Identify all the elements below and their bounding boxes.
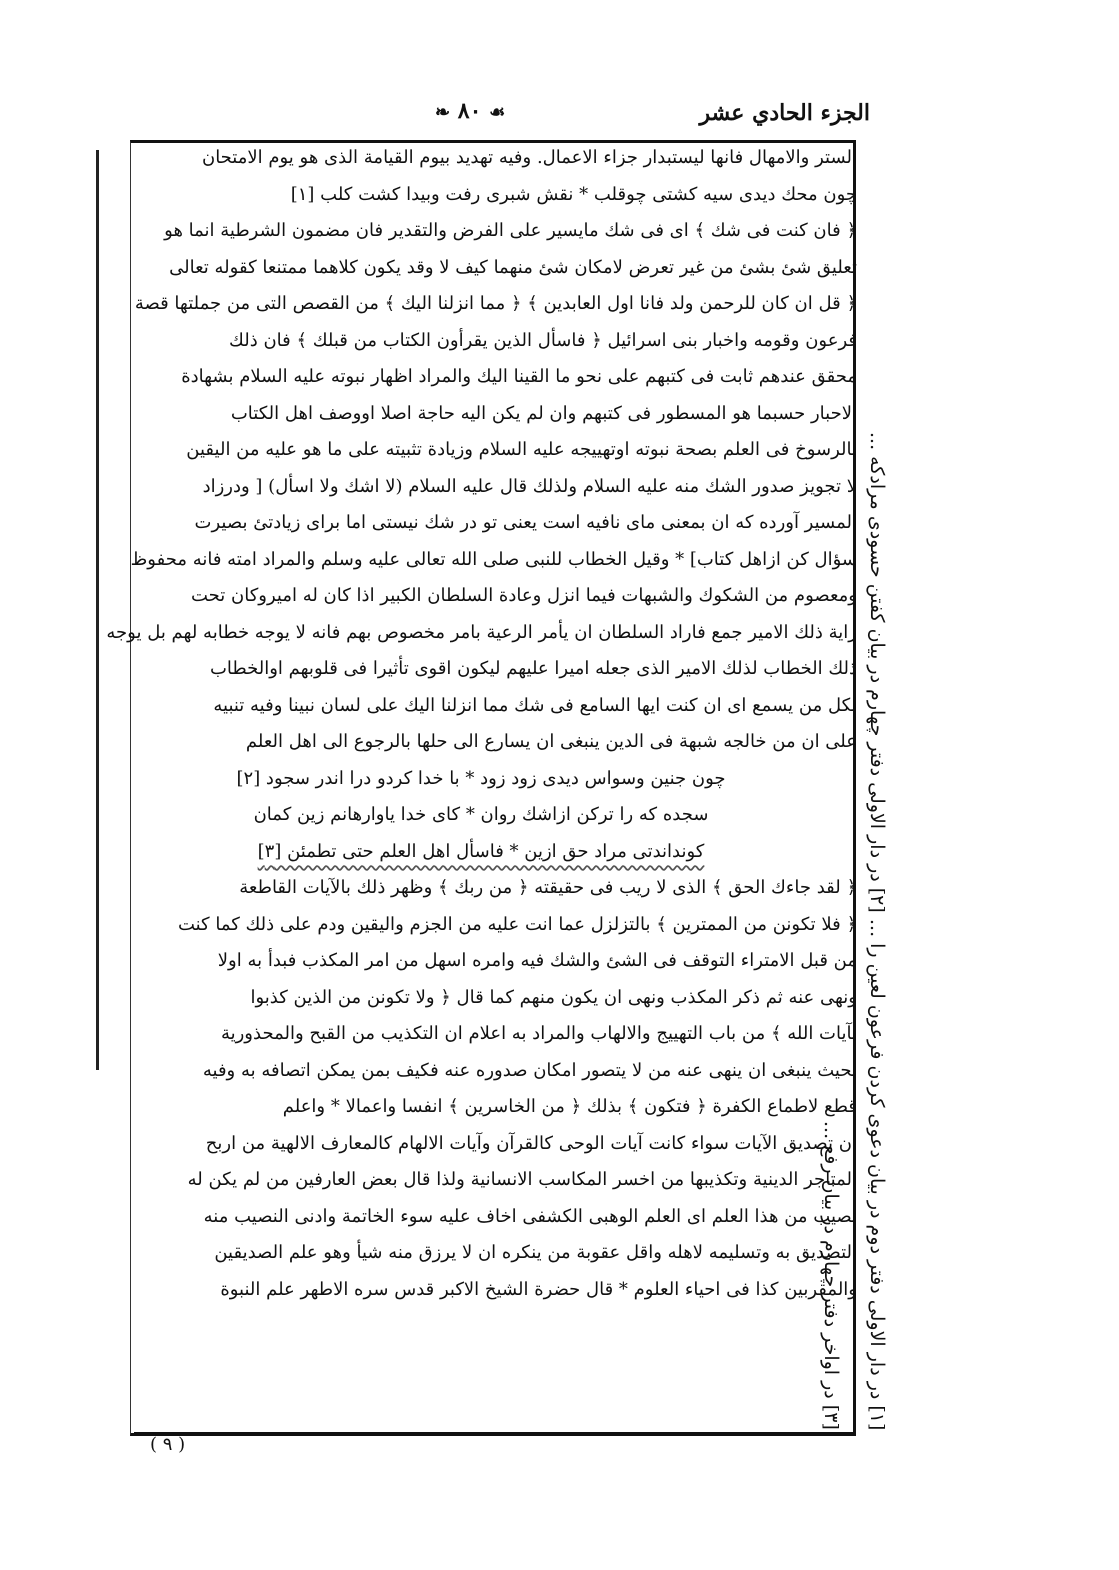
text-line: الاحبار حسبما هو المسطور فى كتبهم وان لم يكن اليه حاجة اصلا اووصف اهل الكتاب <box>230 402 857 424</box>
text-line: قطع لاطماع الكفرة ﴿ فتكون ﴾ بذلك ﴿ من الخاسرين ﴾ انفسا واعمالا * واعلم <box>282 1096 857 1117</box>
text-section-1 <box>106 140 857 761</box>
text-line: ذلك الخطاب لذلك الامير الذى جعله اميرا عليهم ليكون اقوى تأثيرا فى قلوبهم اوالخطاب <box>209 658 857 679</box>
text-line: ان تصديق الآيات سواء كانت آيات الوحى كالقرآن وآيات الالهام كالمعارف الالهية من اربح <box>205 1132 857 1154</box>
text-line: بالرسوخ فى العلم بصحة نبوته اوتهييجه عليه السلام وزيادة تثبيته على ما هو عليه من اليقين <box>186 439 857 460</box>
part-title: الجزء الحادي عشر <box>699 100 870 126</box>
margin-notes <box>820 150 900 1430</box>
text-line: ونهى عنه ثم ذكر المكذب ونهى ان يكون منهم كما قال ﴿ ولا تكونن من الذين كذبوا <box>250 986 857 1008</box>
text-line: سؤال كن ازاهل كتاب] * وقيل الخطاب للنبى صلى الله تعالى عليه وسلم والمراد امته فانه محفوظ <box>130 548 857 570</box>
text-line: ﴿ قل ان كان للرحمن ولد فانا اول العابدين ﴾ ﴿ مما انزلنا اليك ﴾ من القصص التى من جملتها قصة <box>134 293 857 314</box>
text-line: فرعون وقومه واخبار بنى اسرائيل ﴿ فاسأل الذين يقرأون الكتاب من قبلك ﴾ فان ذلك <box>229 329 857 351</box>
left-margin-rule <box>96 150 99 1070</box>
text-line: من قبل الامتراء التوقف فى الشئ والشك فيه وامره اسهل من امر المكذب فبدأ به اولا <box>217 950 857 971</box>
text-line: لا تجويز صدور الشك منه عليه السلام ولذلك قال عليه السلام (لا اشك ولا اسأل) [ ودرزاد <box>202 475 857 497</box>
text-line: بآيات الله ﴾ من باب التهييج والالهاب والمراد به اعلام ان التكذيب من القبح والمحذورية <box>220 1023 857 1044</box>
page-number: ٨٠ <box>457 98 482 124</box>
ornament-right-icon: ☙ <box>489 102 506 123</box>
signature-mark: ( ٩ ) <box>150 1434 186 1455</box>
text-line: والمقربين كذا فى احياء العلوم * قال حضرة الشيخ الاكبر قدس سره الاطهر علم النبوة <box>220 1278 857 1300</box>
text-line: المتاجر الدينية وتكذيبها من اخسر المكاسب الانسانية ولذا قال بعض العارفين من لم يكن له <box>187 1169 857 1190</box>
verse-section <box>165 761 857 871</box>
running-header <box>150 100 870 136</box>
text-line: التصديق به وتسليمه لاهله واقل عقوبة من ينكره ان لا يرزق منه شيأ وهو علم الصديقين <box>214 1242 857 1263</box>
text-line: الستر والامهال فانها ليستبدار جزاء الاعمال. وفيه تهديد بيوم القيامة الذى هو يوم الامتحان <box>201 147 857 168</box>
text-line: على ان من خالجه شبهة فى الدين ينبغى ان يسارع الى حلها بالرجوع الى اهل العلم <box>245 731 857 752</box>
margin-note-3: [٣] در اواخر دفتر چهارم در بيان رفع ... <box>820 1121 842 1430</box>
text-line: المسير آورده كه ان بمعنى ماى نافيه است يعنى تو در شك نيستى اما براى زيادتئ بصيرت <box>194 512 857 533</box>
ornament-left-icon: ❧ <box>435 102 451 123</box>
text-line: راية ذلك الامير جمع فاراد السلطان ان يأمر الرعية بامر مخصوص بهم فانه لا يوجه خطابه لهم بل يوجه <box>106 621 857 643</box>
text-line: چون جنين وسواس ديدى زود زود * با خدا كردو درا اندر سجود [٢] <box>236 767 726 789</box>
text-line: ﴿ فلا تكونن من الممترين ﴾ بالتزلزل عما انت عليه من الجزم واليقين ودم على ذلك كما كنت <box>177 913 857 935</box>
text-line: محقق عندهم ثابت فى كتبهم على نحو ما القينا اليك والمراد اظهار نبوته عليه السلام بشهادة <box>181 366 857 387</box>
text-line: سجده كه را تركن ازاشك روان * كاى خدا ياوارهانم زين كمان <box>253 804 709 825</box>
text-line: كونداندتى مراد حق ازين * فاسأل اهل العلم حتى تطمئن [٣] <box>257 840 705 862</box>
text-line: چون محك ديدى سيه كشتى چوقلب * نقش شبرى رفت وبيدا كشت كلب [١] <box>290 183 857 205</box>
margin-note-2: [٢] در دار الاولى دفتر چهارم در بيان كفتن حسودى مرادكه ... <box>866 431 888 913</box>
text-line: نصيب من هذا العلم اى العلم الوهبى الكشفى اخاف عليه سوء الخاتمة وادنى النصيب منه <box>203 1205 857 1227</box>
text-line: تعليق شئ بشئ من غير تعرض لامكان شئ منهما كيف لا وقد يكون كلاهما ممتنعا كقوله تعالى <box>169 256 857 278</box>
text-line: لكل من يسمع اى ان كنت ايها السامع فى شك مما انزلنا اليك على لسان نبينا وفيه تنبيه <box>213 694 857 716</box>
page-number-group <box>435 98 505 124</box>
margin-note-1: [١] در دار الاولى دفتر دوم در بيان دعوى كردن فرعون لعين را ... <box>866 918 888 1430</box>
text-line: بحيث ينبغى ان ينهى عنه من لا يتصور امكان صدوره عنه فكيف بمن يمكن اتصافه به وفيه <box>202 1059 857 1081</box>
text-line: ومعصوم من الشكوك والشبهات فيما انزل وعادة السلطان الكبير اذا كان له اميروكان تحت <box>190 585 857 606</box>
text-section-2 <box>165 870 857 1308</box>
frame-bottom-shadow <box>134 1432 854 1436</box>
main-text <box>106 140 857 1308</box>
text-line: ﴿ لقد جاءك الحق ﴾ الذى لا ريب فى حقيقته ﴿ من ربك ﴾ وظهر ذلك بالآيات القاطعة <box>239 877 857 898</box>
text-line: ﴿ فان كنت فى شك ﴾ اى فى شك مايسير على الفرض والتقدير فان مضمون الشرطية انما هو <box>164 220 857 241</box>
